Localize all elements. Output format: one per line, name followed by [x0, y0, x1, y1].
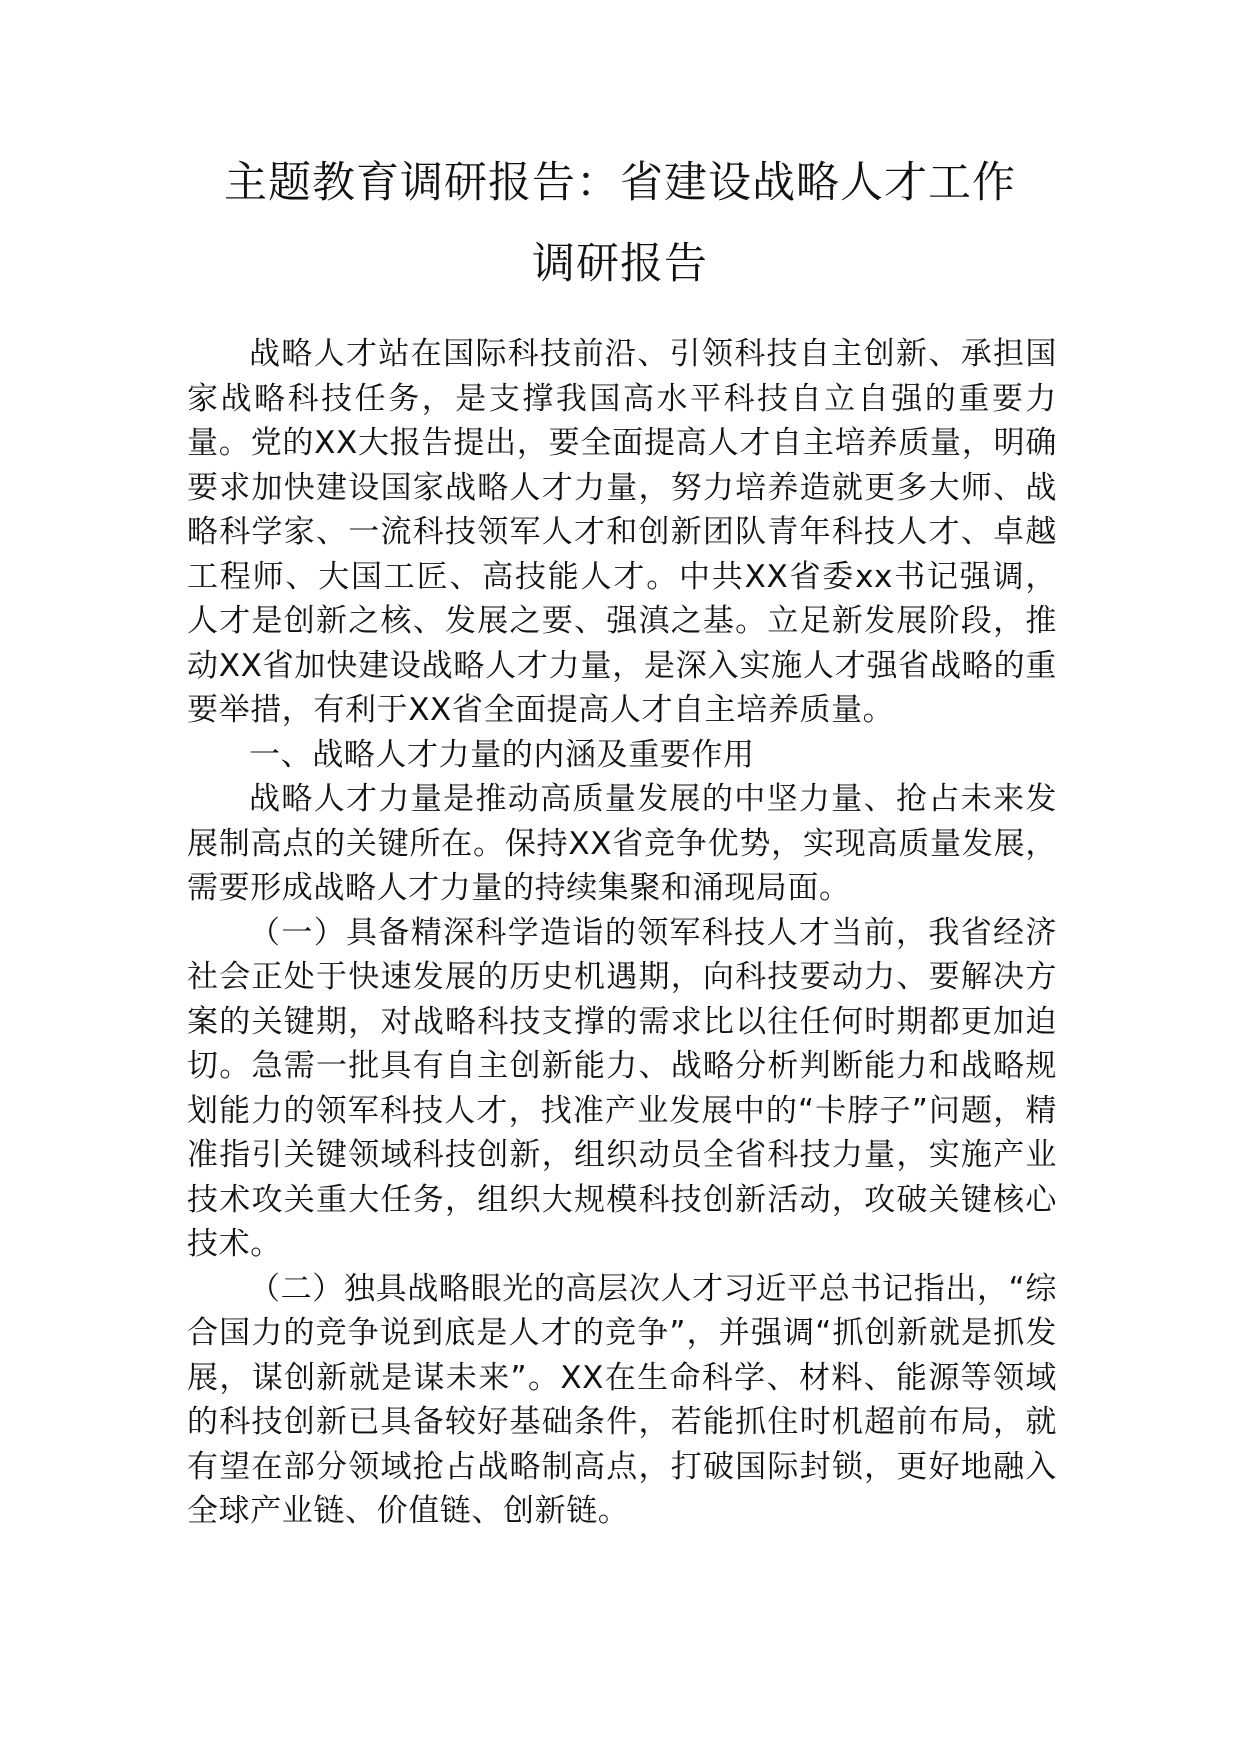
title-line-2: 调研报告 [532, 239, 708, 289]
title-line-1: 主题教育调研报告：省建设战略人才工作 [224, 158, 1016, 208]
section-paragraph-1: 战略人才力量是推动高质量发展的中坚力量、抢占未来发展制高点的关键所在。保持XX省竞争优势，实现高质量发展，需要形成战略人才力量的持续集聚和涌现局面。 [187, 781, 1057, 906]
subsection-paragraph-1: （一）具备精深科学造诣的领军科技人才当前，我省经济社会正处于快速发展的历史机遇期，向科技要动力、要解决方案的关键期，对战略科技支撑的需求比以往任何时期都更加迫切。急需一批具有自主创新能力、战略分析判断能力和战略规划能力的领军科技人才，找准产业发展中的“卡脖子”问题，精准指引关键领域科技创新，组织动员全省科技力量，实施产业技术攻关重大任务，组织大规模科技创新活动，攻破关键核心技术。 [187, 914, 1057, 1262]
document-title [150, 160, 1090, 287]
section-heading-1: 一、战略人才力量的内涵及重要作用 [249, 736, 755, 773]
document-body [187, 332, 1057, 1534]
subsection-paragraph-2: （二）独具战略眼光的高层次人才习近平总书记指出，“综合国力的竞争说到底是人才的竞争”，并强调“抓创新就是抓发展，谋创新就是谋未来”。XX在生命科学、材料、能源等领域的科技创新已具备较好基础条件，若能抓住时机超前布局，就有望在部分领域抢占战略制高点，打破国际封锁，更好地融入全球产业链、价值链、创新链。 [187, 1270, 1057, 1529]
intro-paragraph: 战略人才站在国际科技前沿、引领科技自主创新、承担国家战略科技任务，是支撑我国高水平科技自立自强的重要力量。党的XX大报告提出，要全面提高人才自主培养质量，明确要求加快建设国家战略人才力量，努力培养造就更多大师、战略科学家、一流科技领军人才和创新团队青年科技人才、卓越工程师、大国工匠、高技能人才。中共XX省委xx书记强调，人才是创新之核、发展之要、强滇之基。立足新发展阶段，推动XX省加快建设战略人才力量，是深入实施人才强省战略的重要举措，有利于XX省全面提高人才自主培养质量。 [187, 336, 1057, 728]
